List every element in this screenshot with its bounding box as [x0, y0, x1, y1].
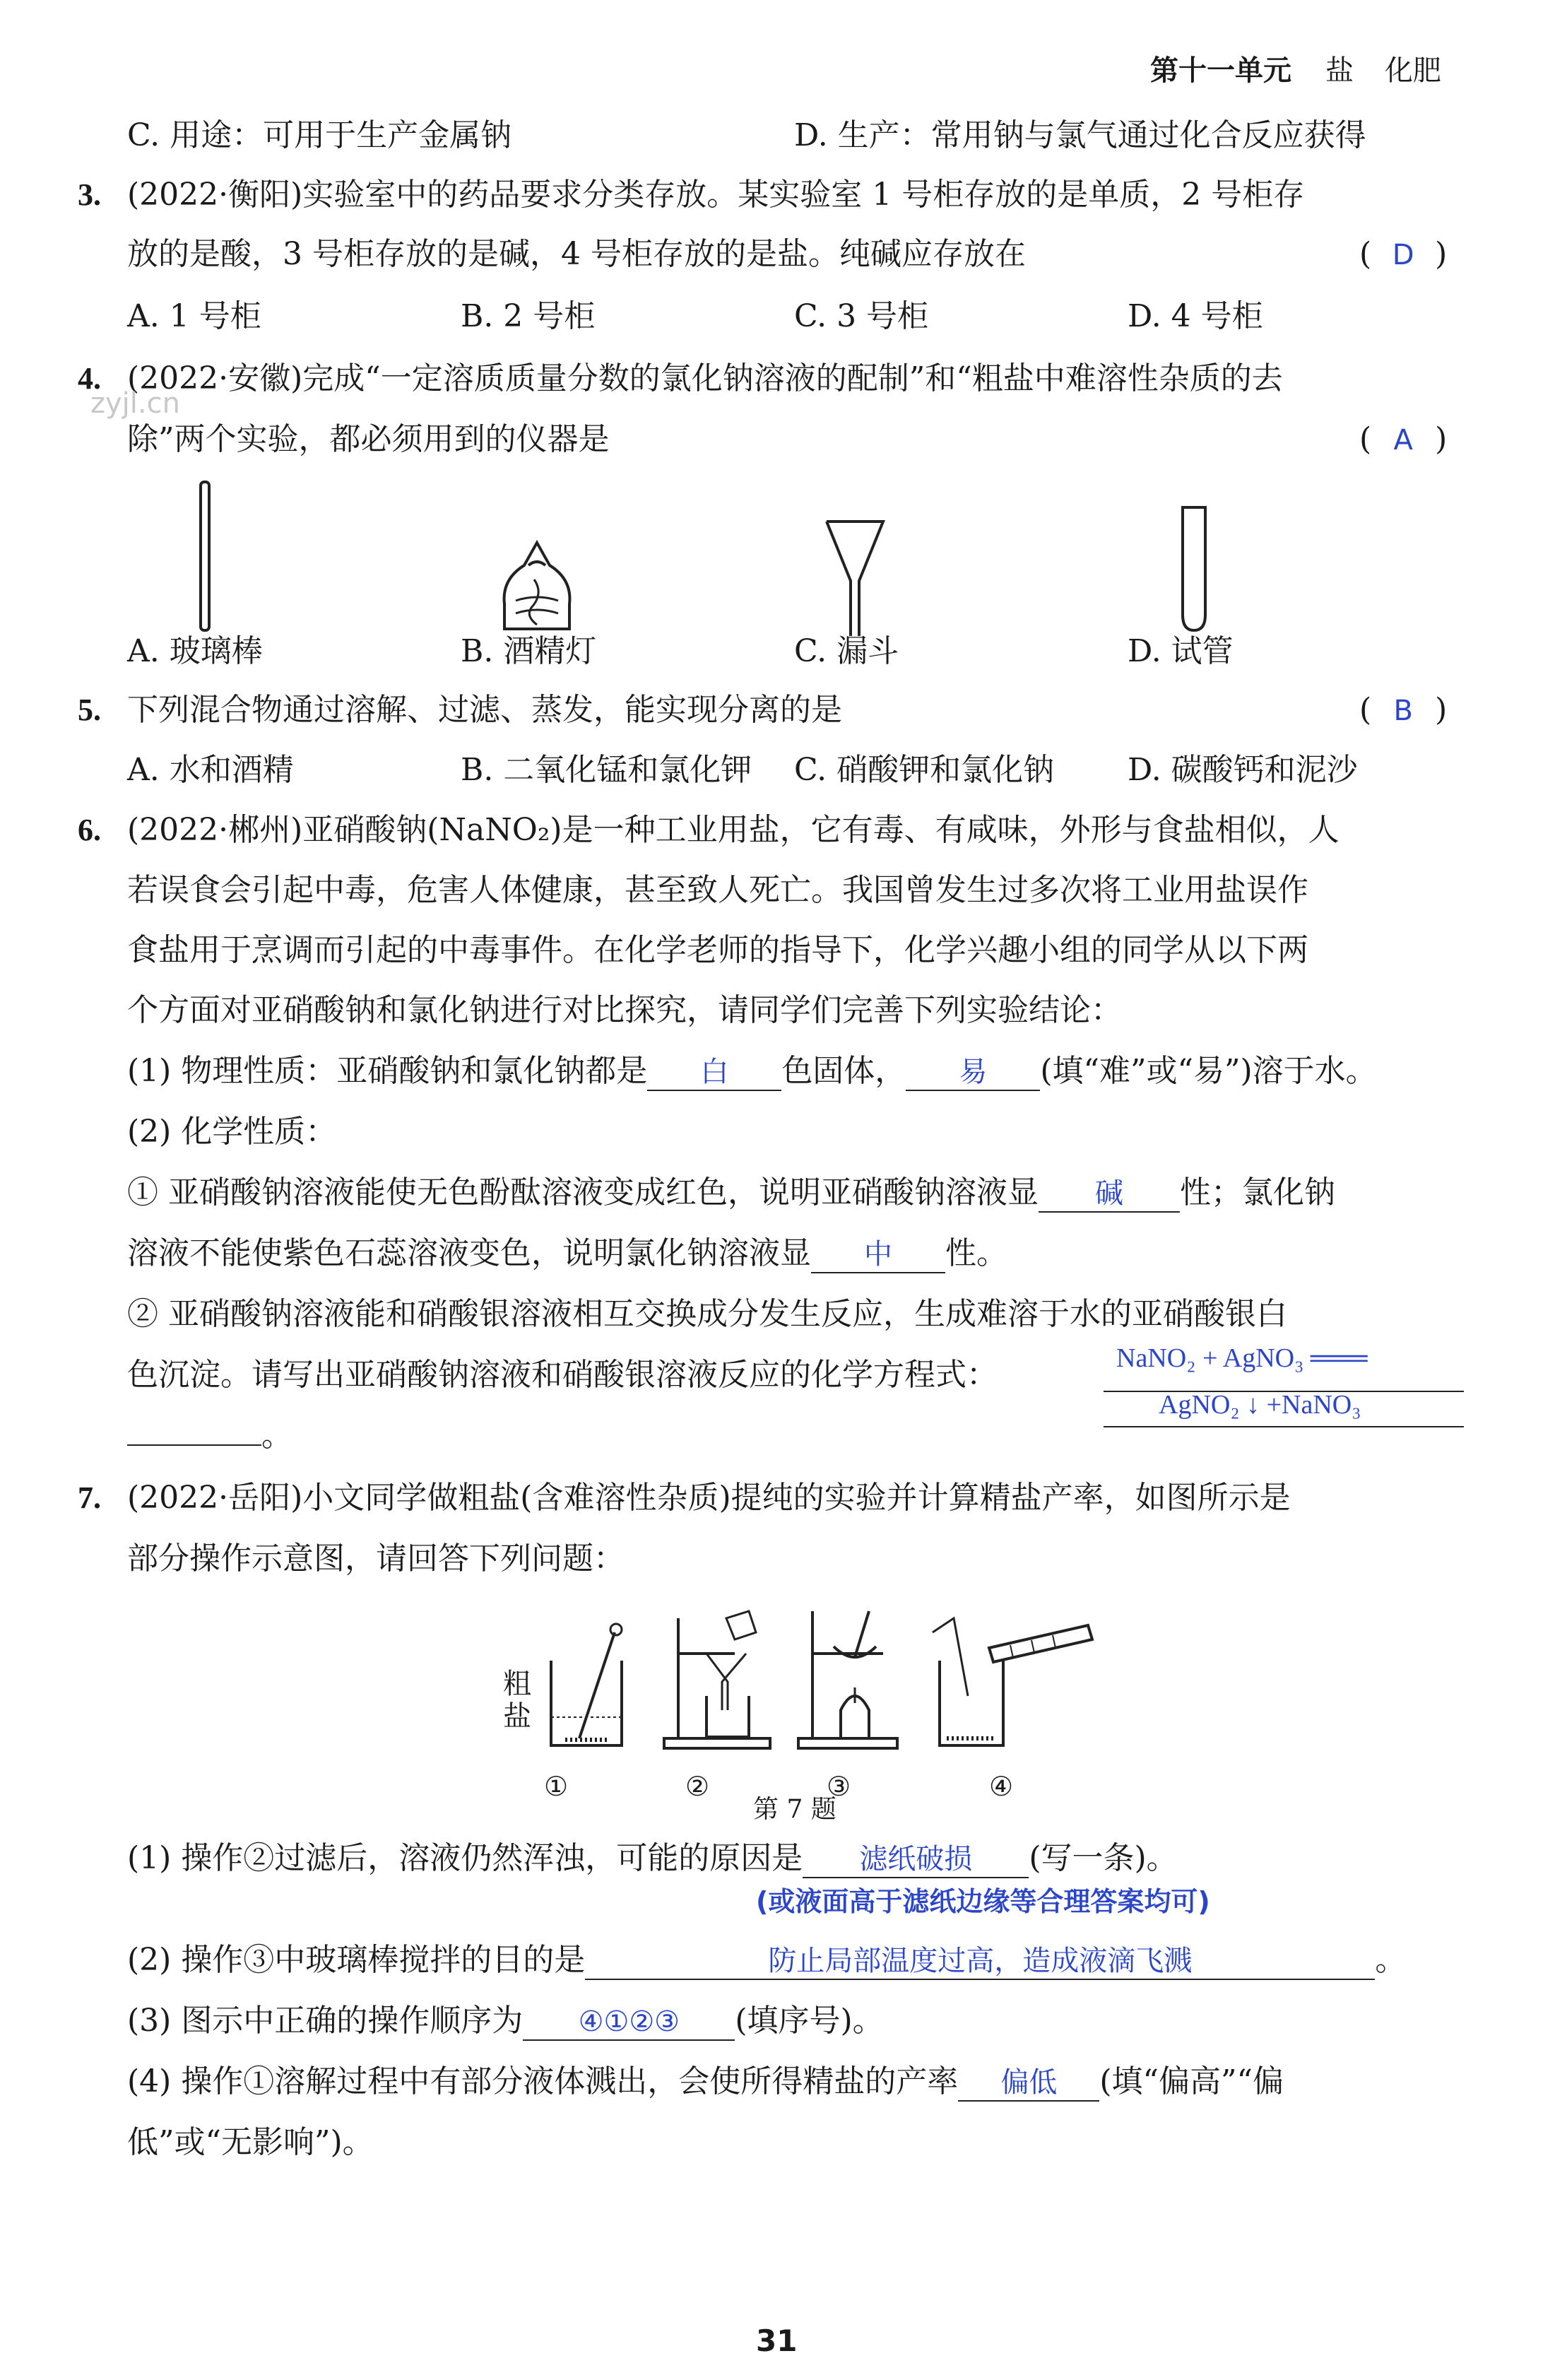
- q6-chem-1-line1: [127, 1172, 1335, 1214]
- q6-chem-1-text-b: 性；氯化钠: [1179, 1174, 1335, 1210]
- q5-option-b: B. 二氧化锰和氯化钾: [461, 752, 752, 788]
- q7-number: 7.: [78, 1480, 101, 1515]
- q6-part1-blank-2[interactable]: 易: [906, 1054, 1040, 1091]
- q7-step-2-filtration: [664, 1611, 770, 1748]
- q7-stem-line1: (2022·岳阳)小文同学做粗盐(含难溶性杂质)提纯的实验并计算精盐产率，如图所示是: [127, 1480, 1291, 1516]
- q6-stem-line1: (2022·郴州)亚硝酸钠(NaNO₂)是一种工业用盐，它有毒、有咸味，外形与食盐相似，人: [127, 812, 1340, 848]
- q6-chem-1-text-a: ① 亚硝酸钠溶液能使无色酚酞溶液变成红色，说明亚硝酸钠溶液显: [127, 1174, 1039, 1210]
- q6-stem-line2: 若误食会引起中毒，危害人体健康，甚至致人死亡。我国曾发生过多次将工业用盐误作: [127, 872, 1308, 908]
- q7-stem-line2: 部分操作示意图，请回答下列问题：: [127, 1540, 625, 1577]
- q6-number: 6.: [78, 813, 101, 847]
- q7-step-4-pouring: [933, 1618, 1092, 1745]
- q2-option-d: D. 生产：常用钠与氯气通过化合反应获得: [794, 117, 1366, 153]
- q7-sub-2: [127, 1939, 1406, 1981]
- q4-stem-line1: (2022·安徽)完成“一定溶质质量分数的氯化钠溶液的配制”和“粗盐中难溶性杂质的去: [127, 360, 1283, 396]
- q5-number: 5.: [78, 693, 101, 727]
- q5-stem: 下列混合物通过溶解、过滤、蒸发，能实现分离的是: [127, 692, 842, 728]
- q6-chem-2-line2: 色沉淀。请写出亚硝酸钠溶液和硝酸银溶液反应的化学方程式：: [127, 1357, 998, 1393]
- q7-sub-2-text-a: (2) 操作③中玻璃棒搅拌的目的是: [127, 1942, 586, 1978]
- q3-option-c: C. 3 号柜: [794, 298, 929, 334]
- q7-sub-1-text-a: (1) 操作②过滤后，溶液仍然浑浊，可能的原因是: [127, 1840, 803, 1876]
- q2-option-c: C. 用途：可用于生产金属钠: [127, 117, 512, 153]
- q7-sub-2-text-b: 。: [1375, 1942, 1407, 1978]
- q6-part2-title: (2) 化学性质：: [127, 1114, 337, 1150]
- funnel-icon: [820, 516, 890, 643]
- q7-sub-3-blank[interactable]: ④①②③: [523, 2004, 735, 2041]
- q7-sub-4-text-a: (4) 操作①溶解过程中有部分液体溅出，会使所得精盐的产率: [127, 2063, 959, 2099]
- q7-fig-label-2: ②: [685, 1771, 710, 1802]
- header-topic-1: 盐: [1325, 54, 1354, 87]
- q7-sub-3-text-b: (填序号)。: [735, 2003, 884, 2039]
- q6-chem-2-line1: ② 亚硝酸钠溶液能和硝酸银溶液相互交换成分发生反应，生成难溶于水的亚硝酸银白: [127, 1296, 1287, 1332]
- q4-stem-line2: 除”两个实验，都必须用到的仪器是: [127, 421, 610, 457]
- q6-part1-text-a: (1) 物理性质：亚硝酸钠和氯化钠都是: [127, 1053, 648, 1089]
- q3-stem-line2: 放的是酸，3 号柜存放的是碱，4 号柜存放的是盐。纯碱应存放在: [127, 236, 1026, 272]
- q6-equation-line2: AgNO₂ ↓ +NaNO₃: [1159, 1390, 1361, 1420]
- header-unit: 第十一单元: [1150, 54, 1291, 87]
- q6-part1: [127, 1050, 1377, 1092]
- q5-option-d: D. 碳酸钙和泥沙: [1128, 752, 1358, 788]
- q7-apparatus-drawing: [537, 1604, 1116, 1767]
- q6-part1-text-c: (填“难”或“易”)溶于水。: [1040, 1053, 1377, 1089]
- q6-chem-1-line2: [127, 1232, 1007, 1275]
- q7-figure-caption: 第 7 题: [753, 1795, 836, 1824]
- q6-part1-text-b: 色固体，: [781, 1053, 906, 1089]
- running-header: [1150, 48, 1441, 88]
- q7-sub-1: [127, 1837, 1178, 1880]
- q5-answer: B: [1393, 695, 1413, 727]
- q3-option-d: D. 4 号柜: [1128, 298, 1263, 334]
- q7-fig-label-3: ③: [827, 1771, 851, 1802]
- test-tube-icon: [1173, 502, 1215, 636]
- q3-stem-line1: (2022·衡阳)实验室中的药品要求分类存放。某实验室 1 号柜存放的是单质，2 号柜存: [127, 177, 1305, 213]
- q6-stem-line3: 食盐用于烹调而引起的中毒事件。在化学老师的指导下，化学兴趣小组的同学从以下两: [127, 932, 1308, 968]
- q3-option-b: B. 2 号柜: [461, 298, 596, 334]
- q5-answer-box: ( B ): [1359, 689, 1447, 732]
- q7-salt-label-char-2: 盐: [503, 1700, 531, 1733]
- q7-sub-2-blank[interactable]: 防止局部温度过高，造成液滴飞溅: [585, 1943, 1375, 1980]
- q7-fig-label-4: ④: [989, 1771, 1014, 1802]
- q3-answer: D: [1392, 239, 1414, 271]
- q6-chem-1-text-c: 溶液不能使紫色石蕊溶液变色，说明氯化钠溶液显: [127, 1235, 811, 1271]
- q4-option-a: A. 玻璃棒: [127, 633, 263, 669]
- q4-option-b: B. 酒精灯: [461, 633, 597, 669]
- q3-option-a: A. 1 号柜: [127, 298, 261, 334]
- q4-option-d: D. 试管: [1128, 633, 1234, 669]
- q6-equation-line1: NaNO₂ + AgNO₃ ═══: [1116, 1343, 1368, 1373]
- q7-sub-4-text-b: (填“偏高”“偏: [1099, 2063, 1284, 2099]
- q7-sub-4-line1: [127, 2061, 1284, 2103]
- q7-sub-4-line2: 低”或“无影响”)。: [127, 2124, 374, 2160]
- q7-step-1-dissolving: [551, 1624, 622, 1745]
- q5-option-a: A. 水和酒精: [127, 752, 294, 788]
- q7-sub-1-blank[interactable]: 滤纸破损: [803, 1842, 1029, 1878]
- q7-sub-4-blank[interactable]: 偏低: [958, 2065, 1099, 2102]
- q3-answer-box: ( D ): [1359, 233, 1447, 276]
- q4-option-c: C. 漏斗: [794, 633, 899, 669]
- q6-chem-1-text-d: 性。: [945, 1235, 1007, 1271]
- q7-sub-3: [127, 2000, 884, 2042]
- q4-answer: A: [1393, 424, 1413, 456]
- q6-equation-continuation: [127, 1409, 292, 1457]
- header-topic-2: 化肥: [1384, 54, 1441, 87]
- q7-fig-label-1: ①: [544, 1771, 569, 1802]
- q6-chem-1-blank-2[interactable]: 中: [811, 1237, 945, 1273]
- q7-sub-1-alt-answer: (或液面高于滤纸边缘等合理答案均可): [756, 1886, 1210, 1917]
- q6-equation-blank-tail[interactable]: [127, 1409, 261, 1446]
- q6-part1-blank-1[interactable]: 白: [647, 1054, 781, 1091]
- q5-option-c: C. 硝酸钾和氯化钠: [794, 752, 1055, 788]
- q4-number: 4.: [78, 361, 101, 396]
- q7-step-3-evaporation: [798, 1611, 897, 1748]
- q7-salt-label: [503, 1668, 534, 1733]
- q4-answer-box: ( A ): [1359, 418, 1447, 461]
- watermark: zyjl.cn: [90, 387, 180, 420]
- q6-equation-end: 。: [261, 1418, 292, 1454]
- q7-salt-label-char-1: 粗: [503, 1668, 531, 1700]
- q3-number: 3.: [78, 177, 101, 212]
- q6-stem-line4: 个方面对亚硝酸钠和氯化钠进行对比探究，请同学们完善下列实验结论：: [127, 992, 1122, 1028]
- q7-sub-3-text-a: (3) 图示中正确的操作顺序为: [127, 2003, 524, 2039]
- glass-rod-icon: [185, 475, 227, 637]
- alcohol-lamp-icon: [495, 537, 579, 636]
- q6-chem-1-blank-1[interactable]: 碱: [1039, 1176, 1180, 1213]
- page-number: 31: [756, 2323, 798, 2358]
- q7-sub-1-text-b: (写一条)。: [1029, 1840, 1178, 1876]
- q6-equation-underline-2: [1104, 1426, 1464, 1427]
